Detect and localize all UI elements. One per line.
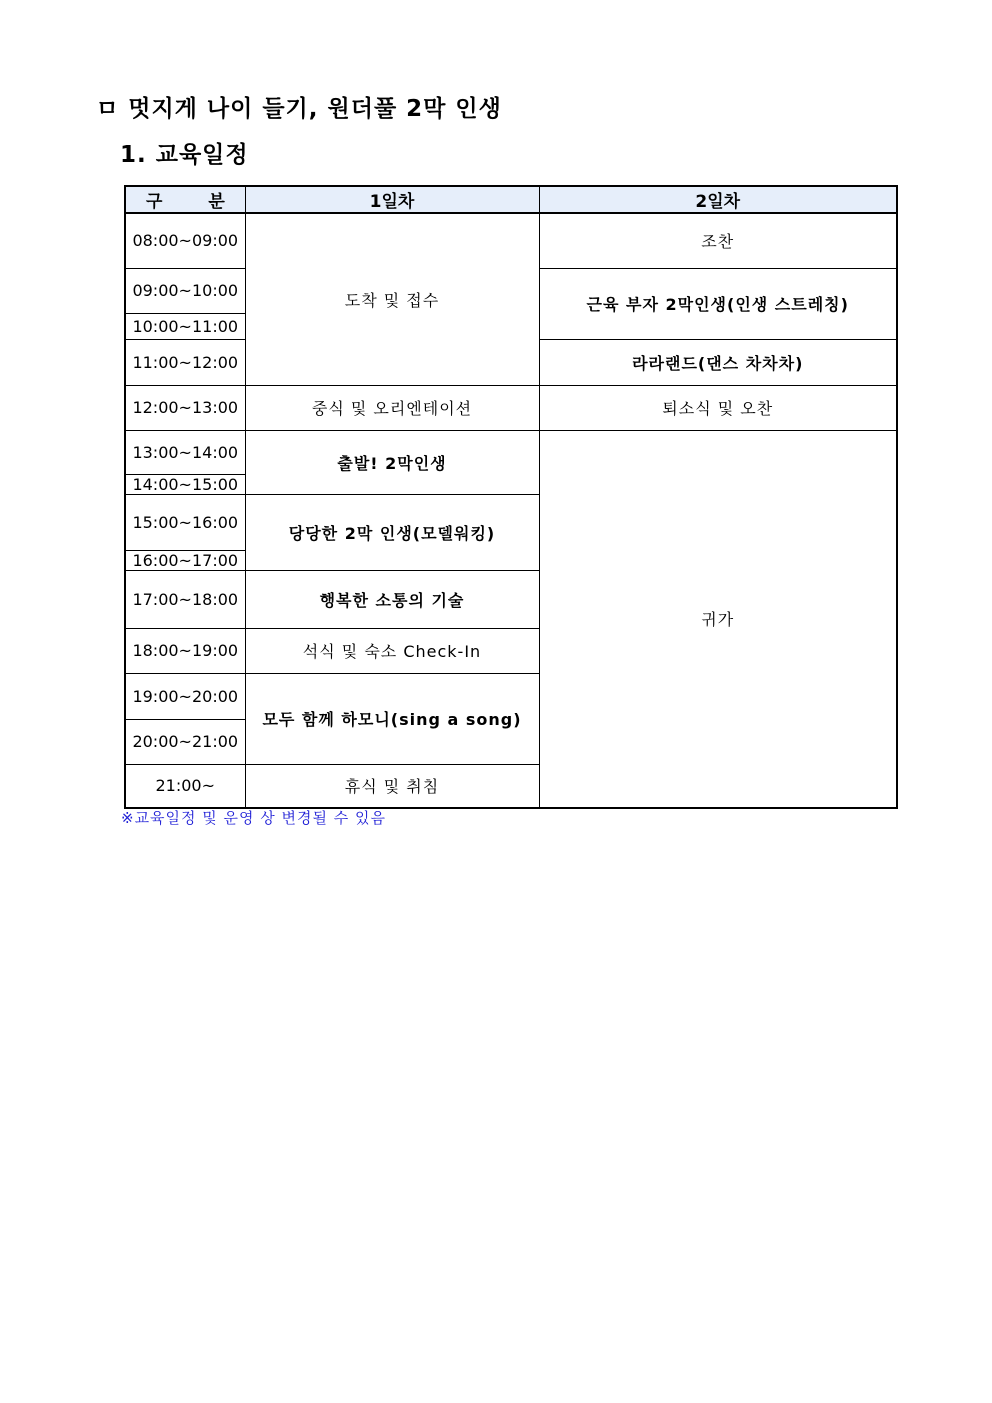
day1-rest: 휴식 및 취침 — [245, 764, 539, 808]
schedule-table — [124, 185, 898, 809]
day2-closing: 퇴소식 및 오찬 — [539, 385, 897, 430]
day1-communication: 행복한 소통의 기술 — [245, 570, 539, 628]
table-row — [125, 385, 897, 430]
header-day2: 2일차 — [539, 186, 897, 213]
header-day1: 1일차 — [245, 186, 539, 213]
day2-lalaland: 라라랜드(댄스 차차차) — [539, 339, 897, 385]
day2-return: 귀가 — [539, 430, 897, 808]
day2-breakfast: 조찬 — [539, 213, 897, 268]
header-gubun: 구 분 — [125, 186, 245, 213]
table-row — [125, 213, 897, 268]
time-cell: 11:00~12:00 — [125, 339, 245, 385]
time-cell: 19:00~20:00 — [125, 673, 245, 719]
day1-harmony: 모두 함께 하모니(sing a song) — [245, 673, 539, 764]
header-row — [125, 186, 897, 213]
day1-lunch-orientation: 중식 및 오리엔테이션 — [245, 385, 539, 430]
table-row — [125, 430, 897, 474]
day1-arrival: 도착 및 접수 — [245, 213, 539, 385]
day1-departure: 출발! 2막인생 — [245, 430, 539, 494]
time-cell: 15:00~16:00 — [125, 494, 245, 550]
time-cell: 14:00~15:00 — [125, 474, 245, 494]
time-cell: 17:00~18:00 — [125, 570, 245, 628]
time-cell: 10:00~11:00 — [125, 313, 245, 339]
day1-dinner-checkin: 석식 및 숙소 Check-In — [245, 628, 539, 673]
page-title: ㅁ 멋지게 나이 들기, 원더풀 2막 인생 — [96, 96, 502, 122]
time-cell: 08:00~09:00 — [125, 213, 245, 268]
day1-confident-life: 당당한 2막 인생(모델워킹) — [245, 494, 539, 570]
section-title: 1. 교육일정 — [120, 142, 249, 168]
time-cell: 18:00~19:00 — [125, 628, 245, 673]
day2-muscle: 근육 부자 2막인생(인생 스트레칭) — [539, 268, 897, 339]
time-cell: 13:00~14:00 — [125, 430, 245, 474]
schedule-note: ※교육일정 및 운영 상 변경될 수 있음 — [121, 809, 387, 827]
time-cell: 16:00~17:00 — [125, 550, 245, 570]
time-cell: 20:00~21:00 — [125, 719, 245, 764]
time-cell: 09:00~10:00 — [125, 268, 245, 313]
time-cell: 21:00~ — [125, 764, 245, 808]
time-cell: 12:00~13:00 — [125, 385, 245, 430]
